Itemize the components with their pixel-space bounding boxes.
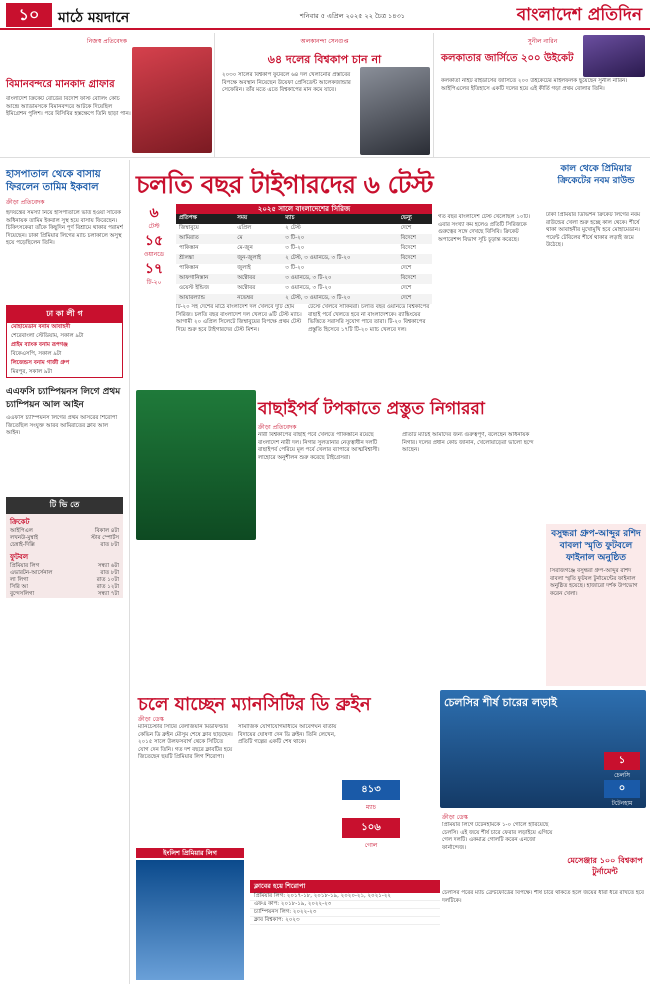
tv-time: সন্ধ্যা ৬টা <box>97 563 119 569</box>
schedule-line: প্রাইম ব্যাংক বনাম রূপগঞ্জ <box>11 342 68 348</box>
tv-program: চেন্নাই-দিল্লি <box>10 542 35 548</box>
tv-program: আইপিএল <box>10 528 33 534</box>
team-chelsea: চেলসি <box>614 772 630 779</box>
tv-row <box>6 528 123 535</box>
story-headline[interactable]: বিমানবন্দরে মানকাদ গ্রাফার <box>6 79 115 90</box>
score-chelsea: ১ <box>604 752 640 770</box>
table-cell: বিদেশে <box>398 274 432 284</box>
main-body-c: গত বছর বাংলাদেশ টেস্ট খেলেছিল ১০টি। এবার সংখ্যা কম হলেও প্রতিটি সিরিজকে গুরুত্বের সঙ্গে দেখছে বিসিবি। ক্রিকেট অপারেশন্স বিভাগ সূচি চূড়ান্ত করেছে। <box>438 214 531 243</box>
women-body-2: প্রতিটি ম্যাচই আমাদের জন্য গুরুত্বপূর্ণ, বলেছেন অধিনায়ক নিগার। দলের প্রধান কোচ জানান, খেলোয়াড়েরা ভালো ছন্দে আছেন। <box>402 432 534 453</box>
tv-program: সিরি আ <box>10 584 28 590</box>
tv-time: সন্ধ্যা ৭টা <box>97 591 119 597</box>
stat-label: ওয়ানডে <box>143 251 165 258</box>
women-headline[interactable]: বাছাইপর্ব টপকাতে প্রস্তুত নিগাররা <box>258 399 485 419</box>
table-cell: অক্টোবর <box>237 285 256 291</box>
score-tottenham: ০ <box>604 780 640 798</box>
column-header: সময় <box>234 214 282 224</box>
stat-odis <box>137 234 171 260</box>
story-body: বাংলাদেশ ক্রিকেট বোর্ডের বিদেশি ফাস্ট বোলিং কোচ আন্দ্রে অ্যাডামসকে বিমানবন্দরে আটকে দিয়েছিল ইমিগ্রেশন পুলিশ। পরে বিসিবির হস্তক্ষেপে তিনি ছাড়া পান। <box>6 96 131 117</box>
table-row <box>176 274 432 284</box>
milestone-box: মেসেঞ্জার ১০০ বিশ্বকাপ টুর্নামেন্ট <box>567 856 643 876</box>
left-body: হৃদযন্ত্রের সমস্যা নিয়ে হাসপাতালে ভর্তি হওয়া সাবেক অধিনায়ক তামিম ইকবাল সুস্থ হয়ে বাসায় ফিরেছেন। চিকিৎসকেরা তাঁকে কিছুদিন পূর্ণ বিশ্রামে থাকার পরামর্শ দিয়েছেন। ঢাকা প্রিমিয়ার লিগের ম্যাচ চলাকালে অসুস্থ হয়ে পড়েছিলেন তিনি। <box>6 210 123 246</box>
table-row <box>176 224 432 234</box>
story-body: ২০৩০ সালের বিশ্বকাপ ফুটবলে ৬৪ দল খেলানোর প্রস্তাবের বিপক্ষে অবস্থান নিয়েছেন উয়েফা প্রেসিডেন্ট আলেকজান্ডার সেফেরিন। তাঁর মতে এতে বিশ্বকাপের মান কমে যাবে। <box>222 72 351 93</box>
tv-row <box>6 570 123 577</box>
tv-schedule <box>6 497 123 598</box>
tv-time: রাত ১০টা <box>96 577 119 583</box>
sub-headline[interactable]: এএফসি চ্যাম্পিয়নস লিগে প্রথম চ্যাম্পিয়ন আল আইন <box>6 387 121 410</box>
table-cell: শ্রীলঙ্কা <box>176 254 234 264</box>
stat-matches: ৪১৩ <box>342 780 400 800</box>
chelsea-body-2: চেলসির পরের ম্যাচ ব্রেন্টফোর্ডের বিপক্ষে। শীর্ষ চারে থাকতে হলে জয়ের ধারা ধরে রাখতে হবে দলটিকে। <box>442 890 644 904</box>
tv-title: টি ভি তে <box>6 497 123 514</box>
top-story-1 <box>0 33 215 158</box>
tv-row <box>6 563 123 570</box>
page-number: ১০ <box>6 3 52 27</box>
table-header-row <box>176 214 432 224</box>
stat-goals: ১০৬ <box>342 818 400 838</box>
schedule-line: মিরপুর, সকাল ৯টা <box>11 369 52 375</box>
table-cell: দেশে <box>400 225 412 231</box>
stat-number: ১৫ <box>144 233 164 249</box>
tv-time: রাত ৮টা <box>100 542 119 548</box>
tv-row <box>6 542 123 549</box>
table-cell: ৩ টি-২০ <box>285 265 305 271</box>
stat-label: টি-২০ <box>146 279 162 286</box>
column-header: প্রতিপক্ষ <box>176 214 234 224</box>
main-body-b: টেস্টে খেলবে সাকিবরা। চলতি বছর ওয়ানডে বিশ্বকাপের বাছাই পর্বে খেলতে হবে না বাংলাদেশকে। র‌্যাঙ্কিংয়ের ভিত্তিতে সরাসরি সুযোগ পাবে তারা। টি-২০ বিশ্বকাপের প্রস্তুতি হিসেবে ১৭টি টি-২০ ম্যাচ খেলবে দল। <box>308 304 430 333</box>
tag-title: ইংলিশ প্রিমিয়ার লিগ <box>136 848 244 858</box>
schedule-line: মোহামেডান বনাম আবাহনী <box>11 324 71 330</box>
chelsea-headline[interactable]: চেলসির শীর্ষ চারের লড়াই <box>444 696 557 709</box>
main-headline[interactable]: চলতি বছর টাইগারদের ৬ টেস্ট <box>136 170 434 199</box>
chelsea-body: প্রিমিয়ার লিগে টটেনহামকে ১-০ গোলে হারিয়েছে চেলসি। এই জয়ে শীর্ষ চারে ফেরার লড়াইয়ে এগিয়ে গেল দলটি। একমাত্র গোলটি করেন এনজো ফার্নান্দেজ। <box>442 822 553 851</box>
tv-program: লা লিগা <box>10 577 29 583</box>
table-cell: ৩ ওয়ানডে, ৩ টি-২০ <box>282 274 397 284</box>
top-story-2 <box>216 33 434 158</box>
table-cell: জিম্বাবুয়ে <box>179 225 199 231</box>
trophy-row: প্রিমিয়ার লিগ: ২০১৭-১৮, ২০১৮-১৯, ২০২০-২১, ২০২১-২২ <box>250 893 440 901</box>
table-cell: জুলাই <box>237 265 251 271</box>
tv-category: ফুটবল <box>10 553 29 561</box>
top-strip <box>0 33 650 158</box>
brand-logo: বাংলাদেশ প্রতিদিন <box>516 5 642 25</box>
byline: ক্রীড়া প্রতিবেদক <box>6 199 45 206</box>
table-cell: আয়ারল্যান্ড <box>176 294 234 304</box>
table-cell: দেশে <box>398 294 432 304</box>
tv-time: রাত ৮টা <box>100 570 119 576</box>
table-cell: ২ টেস্ট <box>285 225 301 231</box>
dateline: শনিবার ৫ এপ্রিল ২০২৫ ২২ চৈত্র ১৪৩১ <box>300 12 405 20</box>
table-cell: মে <box>234 234 282 244</box>
tv-program: লখনউ-মুম্বাই <box>10 535 39 541</box>
table-cell: পাকিস্তান <box>179 245 199 251</box>
table-row <box>176 264 432 274</box>
city-headline[interactable]: চলে যাচ্ছেন ম্যানসিটির ডি ব্রুইন <box>138 694 371 715</box>
side-body: ঢাকা প্রিমিয়ার ডিভিশন ক্রিকেট লিগের নবম রাউন্ডের খেলা শুরু হচ্ছে কাল থেকে। শীর্ষে থাকা আবাহনীর মুখোমুখি হবে মোহামেডান। পয়েন্ট টেবিলের শীর্ষে থাকার লড়াই জমে উঠেছে। <box>546 212 641 248</box>
main-body-a: টি-২০ সহ দেশের মাঠে বাংলাদেশ দল খেলবে দুটি হোম সিরিজ। চলতি বছর বাংলাদেশ দল খেলবে ৬টি টেস্ট ম্যাচ। আগামী ২০ এপ্রিল সিলেটে জিম্বাবুয়ের বিপক্ষে প্রথম টেস্ট দিয়ে শুরু হবে টাইগারদের টেস্ট মিশন। <box>176 304 302 333</box>
series-table-title: ২০২৫ সালে বাংলাদেশের সিরিজ <box>176 204 432 214</box>
sub-body: এএফসি চ্যাম্পিয়নস লিগের প্রথম আসরের শিরোপা জিতেছিল সংযুক্ত আরব আমিরাতের ক্লাব আল আইন। <box>6 415 118 436</box>
table-cell: দেশে <box>400 285 412 291</box>
stat-label: টেস্ট <box>148 223 160 230</box>
official-photo <box>360 67 430 155</box>
story-body: কলকাতা নাইট রাইডার্সের জার্সিতে ২০০ উইকেটের মাইলফলক ছুঁয়েছেন সুনীল নারিন। আইপিএলের ইতিহাসে একটি দলের হয়ে এই কীর্তি গড়া প্রথম বোলার তিনি। <box>441 78 628 92</box>
table-cell: ২ টেস্ট, ৩ ওয়ানডে, ৩ টি-২০ <box>282 294 397 304</box>
byline: সুনীল নারিন <box>527 38 558 45</box>
byline: ক্রীড়া ডেস্ক <box>138 716 164 723</box>
tv-program: এভারটন-আর্সেনাল <box>10 570 53 576</box>
tv-time: স্টার স্পোর্টস <box>90 535 119 541</box>
left-headline[interactable]: হাসপাতাল থেকে বাসায় ফিরলেন তামিম ইকবাল <box>6 169 101 193</box>
table-cell: ৩ টি-২০ <box>282 234 397 244</box>
box-headline[interactable]: বসুন্ধরা গ্রুপ-আব্দুর রশিদ বাবলা স্মৃতি ফুটবলে ফাইনাল অনুষ্ঠিত <box>551 529 641 563</box>
table-cell: বিদেশে <box>398 254 432 264</box>
trophy-row: এফএ কাপ: ২০১৮-১৯, ২০২২-২৩ <box>250 901 440 909</box>
side-headline[interactable]: কাল থেকে প্রিমিয়ার ক্রিকেটের নবম রাউন্ড <box>557 164 635 186</box>
table-row <box>176 244 432 254</box>
player-photo <box>583 35 645 77</box>
tv-time: রাত ১২টা <box>96 584 119 590</box>
tv-row <box>6 584 123 591</box>
masthead <box>0 0 650 30</box>
table-row <box>176 254 432 264</box>
player-photo <box>136 860 244 980</box>
table-row <box>176 294 432 304</box>
table-cell: পাকিস্তান <box>179 265 199 271</box>
cricketer-photo <box>136 390 256 540</box>
stats-column <box>137 206 171 290</box>
trophy-row: ক্লাব বিশ্বকাপ: ২০২৩ <box>250 917 440 925</box>
table-cell: ওয়েস্ট ইন্ডিজ <box>179 285 209 291</box>
schedule-line: বিকেএসপি, সকাল ৯টা <box>11 351 62 357</box>
table-cell: মে-জুন <box>237 245 253 251</box>
schedule-line: শেরেবাংলা স্টেডিয়াম, সকাল ৯টা <box>11 333 84 339</box>
top-story-3 <box>435 33 650 158</box>
table-row <box>176 284 432 294</box>
stat-tests <box>137 206 171 232</box>
tv-row <box>6 535 123 542</box>
table-cell: বিদেশে <box>398 234 432 244</box>
table-cell: আমিরাত <box>176 234 234 244</box>
tv-row <box>6 591 123 598</box>
tournament-box <box>546 524 646 686</box>
city-body: ম্যানচেস্টার সিটির বেলজিয়ান মিডফিল্ডার কেভিন ডি ব্রুইন মৌসুম শেষে ক্লাব ছাড়ছেন। ২০১৫ সালে উলফসবার্গ থেকে সিটিতে যোগ দেন তিনি। গত দশ বছরে ক্লাবটির হয়ে জিতেছেন ছয়টি প্রিমিয়ার লিগ শিরোপা। <box>138 724 233 760</box>
byline: ক্রীড়া ডেস্ক <box>442 814 468 821</box>
section-title: মাঠে ময়দানে <box>58 10 130 26</box>
trophy-list <box>250 880 440 925</box>
series-table <box>176 214 432 304</box>
table-cell: ৩ টি-২০ <box>285 245 305 251</box>
story-headline[interactable]: কলকাতার জার্সিতে ২০০ উইকেট <box>441 53 574 64</box>
byline: নিজস্ব প্রতিবেদক <box>86 38 128 45</box>
table-cell: অক্টোবর <box>234 274 282 284</box>
table-cell: বিদেশে <box>400 245 416 251</box>
table-cell: আফগানিস্তান <box>176 274 234 284</box>
team-tottenham: টটেনহাম <box>611 800 633 807</box>
table-cell: ২ টেস্ট, ৩ ওয়ানডে, ৩ টি-২০ <box>282 254 397 264</box>
stat-number: ৬ <box>149 205 159 221</box>
byline: ক্রীড়া প্রতিবেদক <box>258 424 297 431</box>
tv-program: প্রিমিয়ার লিগ <box>10 563 40 569</box>
column-header: ম্যাচ <box>282 214 397 224</box>
stat-t20s <box>137 262 171 288</box>
tv-row <box>6 577 123 584</box>
schedule-title: ঢা কা লী গ <box>7 306 122 323</box>
tv-time: বিকাল ৪টা <box>94 528 119 534</box>
stat-number: ১৭ <box>144 261 164 277</box>
byline: অলকানন্দা সেনগুপ্ত <box>300 38 349 45</box>
box-body: সিরাজগঞ্জে বসুন্ধরা গ্রুপ-আব্দুর রশিদ বাবলা স্মৃতি ফুটবল টুর্নামেন্টের ফাইনাল অনুষ্ঠিত হয়েছে। হাজারো দর্শক উপভোগ করেন খেলা। <box>550 568 638 597</box>
stat-matches-label: ম্যাচ <box>365 804 377 811</box>
story-headline[interactable]: ৬৪ দলের বিশ্বকাপ চান না <box>267 53 382 66</box>
table-cell: ৩ ওয়ানডে, ৩ টি-২০ <box>285 285 332 291</box>
trophy-row: চ্যাম্পিয়নস লিগ: ২০২২-২৩ <box>250 909 440 917</box>
trophy-title: ক্লাবের হয়ে শিরোপা <box>250 880 440 893</box>
player-photo <box>132 47 212 153</box>
women-body: নারী বিশ্বকাপের বাছাই পর্বে খেলতে পাকিস্তানে রয়েছে বাংলাদেশ নারী দল। নিগার সুলতানার নেতৃত্বাধীন দলটি বাছাইপর্ব পেরিয়ে মূল পর্বে খেলার ব্যাপারে আত্মবিশ্বাসী। লাহোরে অনুশীলন শুরু করেছে টাইগ্রেসরা। <box>258 432 380 461</box>
schedule-line: লিজেন্ডস বনাম গাজী গ্রুপ <box>11 360 70 366</box>
table-cell: দেশে <box>400 265 412 271</box>
schedule-box <box>6 305 123 378</box>
tv-program: বুন্দেসলিগা <box>10 591 35 597</box>
column-header: ভেন্যু <box>398 214 432 224</box>
table-cell: নভেম্বর <box>234 294 282 304</box>
tv-category: ক্রিকেট <box>10 518 30 526</box>
stat-goals-label: গোল <box>364 842 378 849</box>
table-row <box>176 234 432 244</box>
left-column <box>0 160 130 984</box>
table-cell: জুন-জুলাই <box>234 254 282 264</box>
table-cell: এপ্রিল <box>237 225 252 231</box>
city-body-2: সামাজিক যোগাযোগমাধ্যমে আবেগঘন বার্তায় বিদায়ের ঘোষণা দেন ডি ব্রুইন। তিনি লেখেন, প্রতিটি গল্পের একটি শেষ থাকে। <box>238 724 337 745</box>
